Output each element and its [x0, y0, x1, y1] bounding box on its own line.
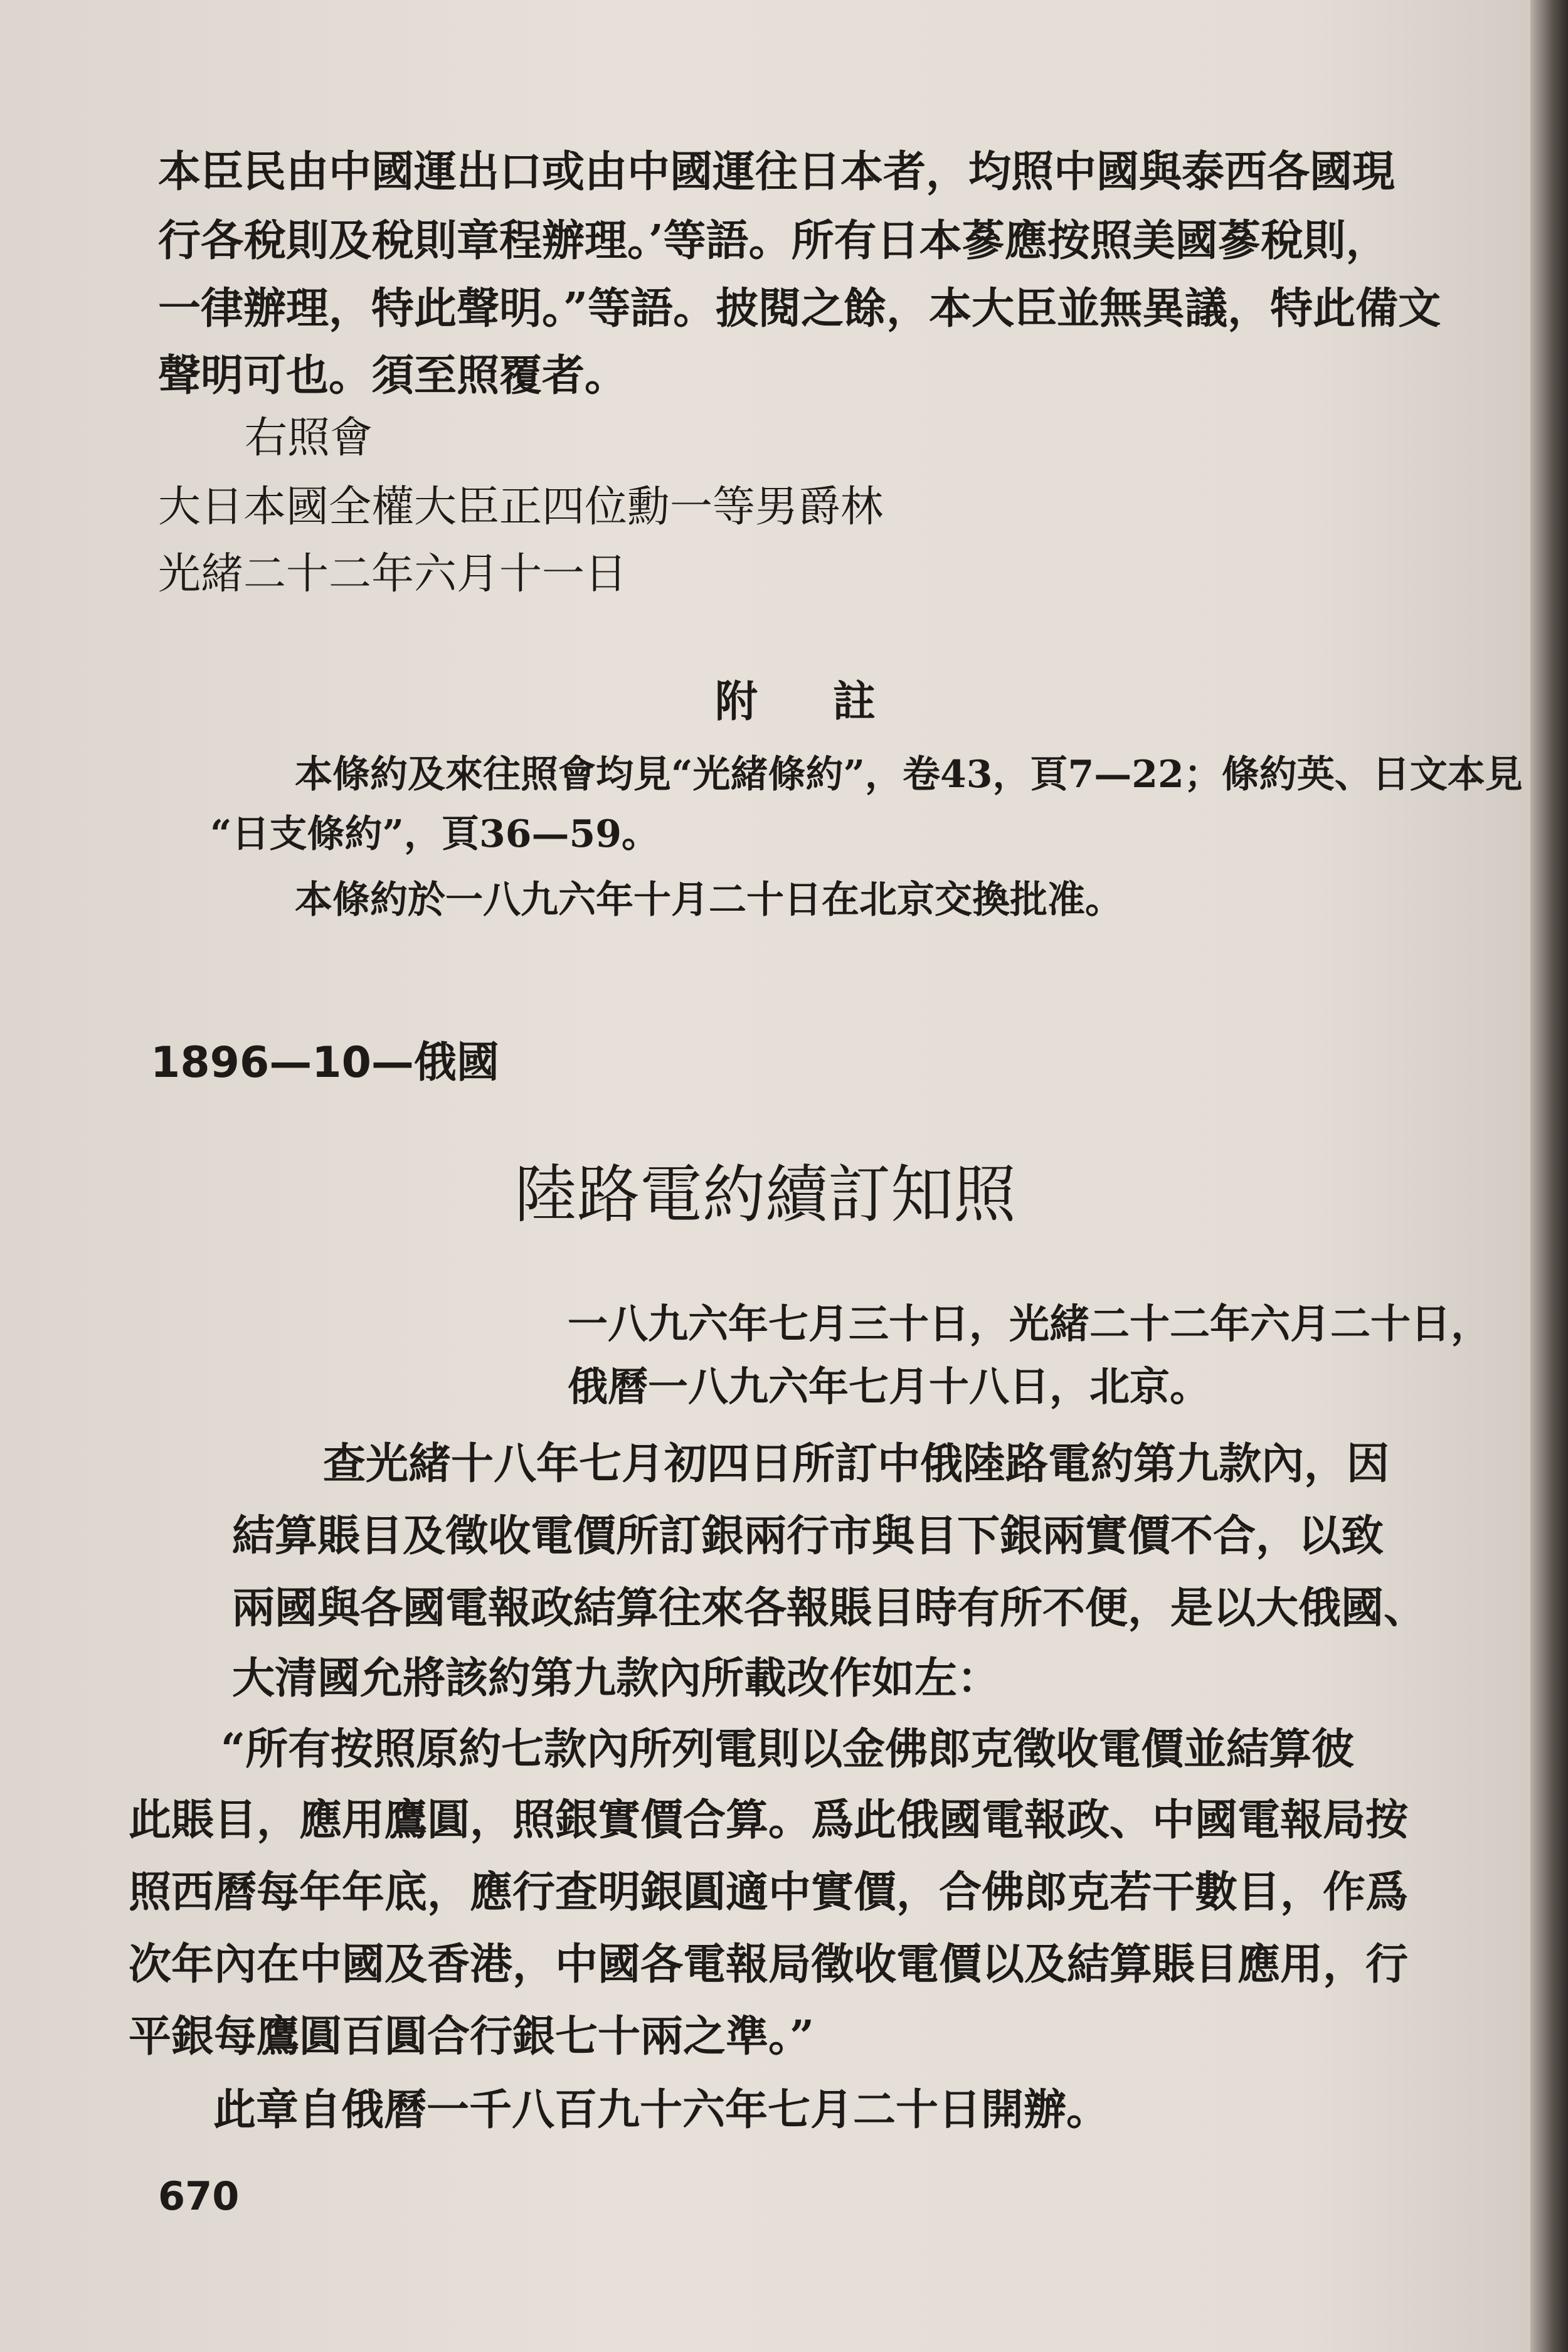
body-line: 照西曆每年年底，應行查明銀圓適中實價，合佛郎克若干數目，作爲: [129, 1867, 1409, 1917]
footnote-line: “日支條約”，頁36—59。: [210, 812, 660, 856]
document-title: 陸路電約續訂知照: [514, 1158, 1016, 1231]
body-line: 平銀每鷹圓百圓合行銀七十兩之準。”: [129, 2011, 815, 2062]
footnote-heading: 附註: [715, 677, 951, 727]
text-line: 一律辦理，特此聲明。”等語。披閱之餘，本大臣並無異議，特此備文: [158, 283, 1441, 334]
page-edge-shadow: [1530, 0, 1568, 2352]
dateline: 一八九六年七月三十日，光緒二十二年六月二十日，: [568, 1301, 1491, 1348]
body-line: 次年內在中國及香港，中國各電報局徵收電價以及結算賬目應用，行: [129, 1939, 1409, 1989]
body-line: 此章自俄曆一千八百九十六年七月二十日開辦。: [213, 2085, 1110, 2135]
footnote-line: 本條約於一八九六年十月二十日在北京交換批准。: [295, 878, 1123, 922]
footnote-line: 本條約及來往照會均見“光緒條約”，卷43，頁7—22；條約英、日文本見: [295, 753, 1523, 797]
body-line: “所有按照原約七款內所列電則以金佛郎克徵收電價並結算彼: [221, 1724, 1355, 1774]
date-line: 光緒二十二年六月十一日: [158, 549, 628, 599]
body-line: 查光緒十八年七月初四日所訂中俄陸路電約第九款內，因: [323, 1439, 1390, 1489]
text-line: 本臣民由中國運出口或由中國運往日本者，均照中國與泰西各國現: [158, 147, 1396, 197]
salutation: 右照會: [245, 413, 373, 463]
text-line: 聲明可也。須至照覆者。: [158, 351, 628, 401]
body-line: 此賬目，應用鷹圓，照銀實價合算。爲此俄國電報政、中國電報局按: [129, 1795, 1409, 1845]
text-line: 行各稅則及稅則章程辦理。’等語。所有日本蔘應按照美國蔘稅則，: [158, 216, 1389, 266]
body-line: 大清國允將該約第九款內所載改作如左：: [232, 1653, 1000, 1703]
addressee: 大日本國全權大臣正四位勳一等男爵林: [158, 482, 884, 532]
dateline: 俄曆一八九六年七月十八日，北京。: [568, 1364, 1210, 1411]
page-number: 670: [158, 2173, 240, 2219]
body-line: 兩國與各國電報政結算往來各報賬目時有所不便，是以大俄國、: [232, 1583, 1427, 1633]
section-heading: 1896—10—俄國: [151, 1038, 499, 1088]
body-line: 結算賬目及徵收電價所訂銀兩行市與目下銀兩實價不合，以致: [232, 1511, 1384, 1561]
